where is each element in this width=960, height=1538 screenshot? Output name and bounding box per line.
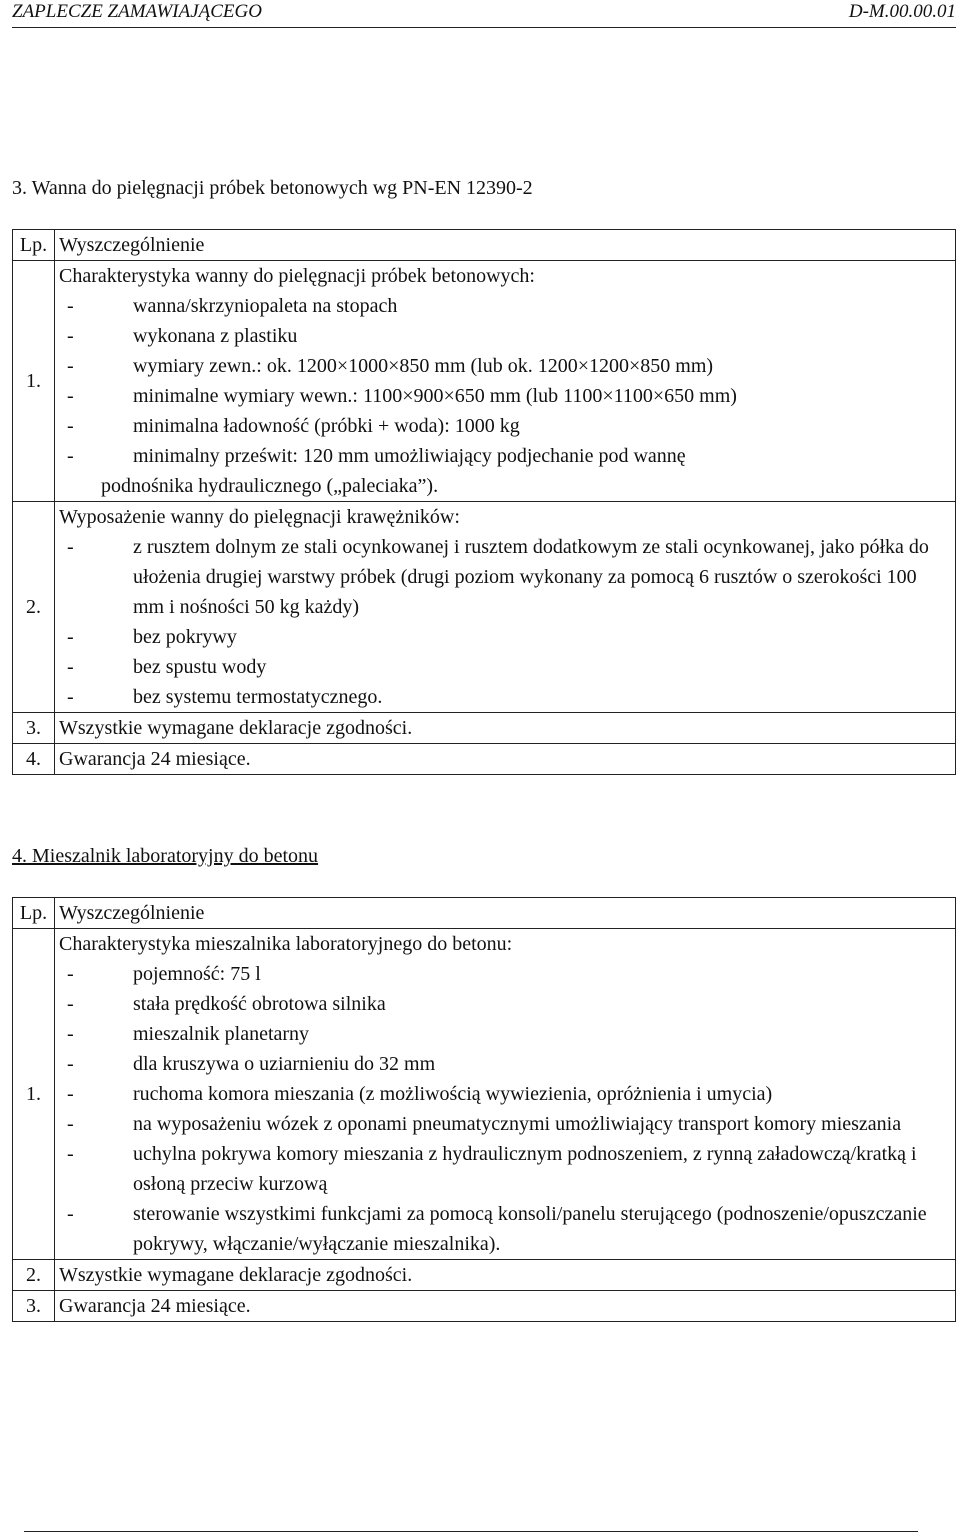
table-header-row	[13, 230, 956, 261]
table-row	[13, 261, 956, 502]
row-desc	[55, 261, 956, 502]
row-lp: 2.	[13, 1260, 55, 1291]
list-item: - dla kruszywa o uziarnieniu do 32 mm	[59, 1049, 951, 1079]
section-3-title: 3. Wanna do pielęgnacji próbek betonowych wg PN-EN 12390-2	[12, 177, 533, 199]
dash-bullet: -	[67, 1053, 74, 1075]
dash-bullet: -	[67, 626, 74, 648]
row-desc: Wszystkie wymagane deklaracje zgodności.	[55, 713, 956, 744]
row-desc: Wszystkie wymagane deklaracje zgodności.	[55, 1260, 956, 1291]
list-item: - wykonana z plastiku	[59, 321, 951, 351]
section-3-table	[12, 229, 956, 775]
row-heading: Wyposażenie wanny do pielęgnacji krawężników:	[59, 506, 460, 528]
footnote-separator	[24, 1531, 918, 1532]
list-item: - mieszalnik planetarny	[59, 1019, 951, 1049]
dash-bullet: -	[67, 686, 74, 708]
row-heading: Charakterystyka mieszalnika laboratoryjnego do betonu:	[59, 933, 513, 955]
table-row	[13, 1260, 956, 1291]
row-desc: Gwarancja 24 miesiące.	[55, 1291, 956, 1322]
list-item: - uchylna pokrywa komory mieszania z hydraulicznym podnoszeniem, z rynną załadowczą/kratką i osłoną przeciw kurzową	[59, 1139, 951, 1199]
dash-bullet: -	[67, 1113, 74, 1135]
dash-bullet: -	[67, 445, 74, 467]
dash-bullet: -	[67, 325, 74, 347]
dash-bullet: -	[67, 385, 74, 407]
col-desc-header: Wyszczególnienie	[55, 898, 956, 929]
row-lp: 1.	[13, 261, 55, 502]
table-row	[13, 502, 956, 713]
list-item: - stała prędkość obrotowa silnika	[59, 989, 951, 1019]
list-item: - z rusztem dolnym ze stali ocynkowanej i rusztem dodatkowym ze stali ocynkowanej, jako półka do ułożenia drugiej warstwy próbek (drugi poziom wykonany za pomocą 6 rusztów o szerokości 100 mm i nośności 50 kg każdy)	[59, 532, 951, 622]
dash-bullet: -	[67, 656, 74, 678]
dash-bullet: -	[67, 963, 74, 985]
table-row	[13, 744, 956, 775]
list-item: - sterowanie wszystkimi funkcjami za pomocą konsoli/panelu sterującego (podnoszenie/opuszczanie pokrywy, włączanie/wyłączanie mieszalnika).	[59, 1199, 951, 1259]
table-header-row	[13, 898, 956, 929]
dash-bullet: -	[67, 1083, 74, 1105]
list-item: - bez systemu termostatycznego.	[59, 682, 951, 712]
row-lp: 4.	[13, 744, 55, 775]
dash-bullet: -	[67, 1023, 74, 1045]
col-lp-header: Lp.	[13, 898, 55, 929]
header-title: ZAPLECZE ZAMAWIAJĄCEGO	[12, 1, 262, 22]
list-item: - pojemność: 75 l	[59, 959, 951, 989]
list-item: - wanna/skrzyniopaleta na stopach	[59, 291, 951, 321]
list-item: - bez spustu wody	[59, 652, 951, 682]
col-lp-header: Lp.	[13, 230, 55, 261]
row-lp: 2.	[13, 502, 55, 713]
dash-bullet: -	[67, 355, 74, 377]
row-heading: Charakterystyka wanny do pielęgnacji próbek betonowych:	[59, 265, 535, 287]
row-lp: 1.	[13, 929, 55, 1260]
list-item: - ruchoma komora mieszania (z możliwością wywiezienia, opróżnienia i umycia)	[59, 1079, 951, 1109]
list-item: - minimalny prześwit: 120 mm umożliwiający podjechanie pod wannę	[59, 441, 951, 471]
row-desc	[55, 502, 956, 713]
row-desc	[55, 929, 956, 1260]
section-4-table	[12, 897, 956, 1322]
dash-bullet: -	[67, 1143, 74, 1165]
header-code: D-M.00.00.01	[848, 1, 956, 22]
dash-bullet: -	[67, 536, 74, 558]
row-desc: Gwarancja 24 miesiące.	[55, 744, 956, 775]
row-lp: 3.	[13, 1291, 55, 1322]
dash-bullet: -	[67, 415, 74, 437]
dash-bullet: -	[67, 993, 74, 1015]
page-header	[12, 0, 956, 28]
table-row	[13, 929, 956, 1260]
table-row	[13, 1291, 956, 1322]
dash-bullet: -	[67, 1203, 74, 1225]
list-item: - na wyposażeniu wózek z oponami pneumatycznymi umożliwiający transport komory mieszania	[59, 1109, 951, 1139]
list-item: - bez pokrywy	[59, 622, 951, 652]
list-item-continuation: podnośnika hydraulicznego („paleciaka”).	[101, 475, 439, 497]
list-item: - minimalna ładowność (próbki + woda): 1000 kg	[59, 411, 951, 441]
table-row	[13, 713, 956, 744]
dash-bullet: -	[67, 295, 74, 317]
col-desc-header: Wyszczególnienie	[55, 230, 956, 261]
list-item: - wymiary zewn.: ok. 1200×1000×850 mm (lub ok. 1200×1200×850 mm)	[59, 351, 951, 381]
section-4-title: 4. Mieszalnik laboratoryjny do betonu	[12, 845, 319, 867]
list-item: - minimalne wymiary wewn.: 1100×900×650 mm (lub 1100×1100×650 mm)	[59, 381, 951, 411]
row-lp: 3.	[13, 713, 55, 744]
